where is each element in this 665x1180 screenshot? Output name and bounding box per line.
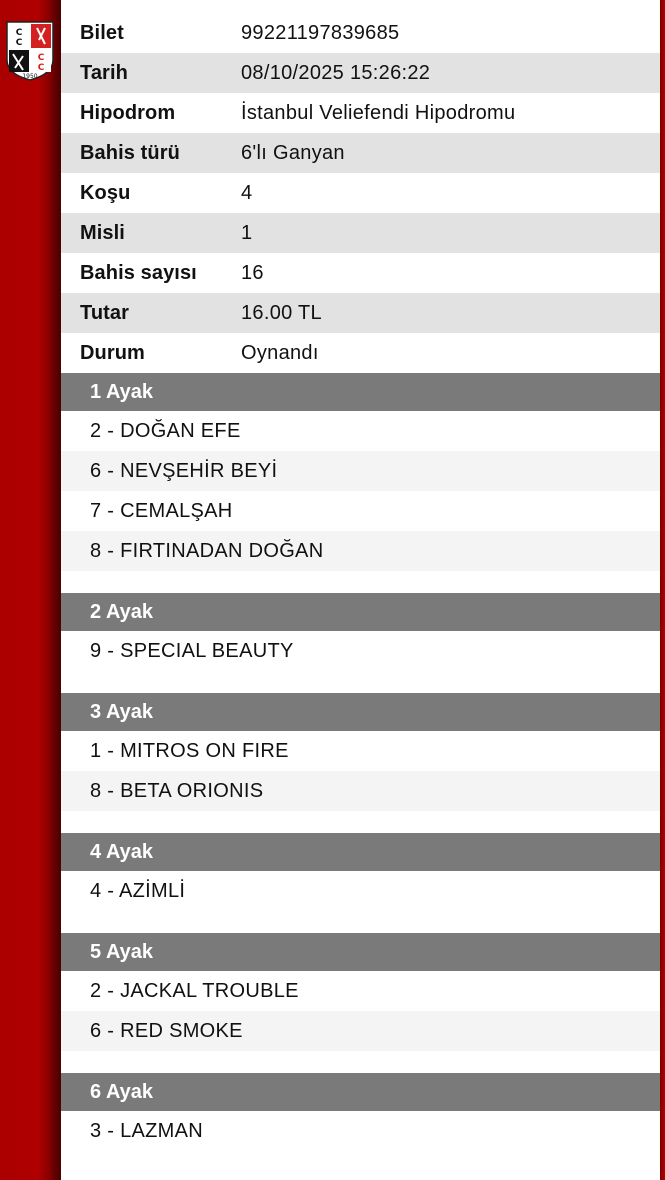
info-row <box>61 53 660 93</box>
horse-selection: 8 - BETA ORIONIS <box>61 771 660 811</box>
info-label: Hipodrom <box>80 101 176 124</box>
leg-spacer <box>61 1051 660 1073</box>
ticket-info-list <box>61 0 660 373</box>
info-value: 1 <box>241 221 253 244</box>
leg-spacer <box>61 811 660 833</box>
leg-spacer <box>61 571 660 593</box>
info-label: Bahis türü <box>80 141 180 164</box>
info-label: Bahis sayısı <box>80 261 197 284</box>
info-row <box>61 173 660 213</box>
leg-header: 1 Ayak <box>61 373 660 411</box>
horse-selection: 6 - NEVŞEHİR BEYİ <box>61 451 660 491</box>
svg-text:C: C <box>37 53 45 63</box>
left-red-band <box>0 0 61 1180</box>
info-row <box>61 93 660 133</box>
right-red-band <box>660 0 665 1180</box>
horse-selection: 9 - SPECIAL BEAUTY <box>90 639 294 662</box>
info-label: Tutar <box>80 301 130 324</box>
horse-selection: 8 - FIRTINADAN DOĞAN <box>61 531 660 571</box>
info-value: 08/10/2025 15:26:22 <box>241 61 431 84</box>
club-logo-icon <box>5 20 55 82</box>
svg-text:1950: 1950 <box>22 73 38 80</box>
leg-spacer <box>61 671 660 693</box>
info-value: 4 <box>241 181 253 204</box>
ticket-detail-panel <box>61 0 660 1180</box>
leg-header: 5 Ayak <box>61 933 660 971</box>
info-value: Oynandı <box>241 341 319 364</box>
leg-header: 3 Ayak <box>61 693 660 731</box>
info-label: Misli <box>80 221 125 244</box>
svg-text:C: C <box>37 63 45 73</box>
info-label: Koşu <box>80 181 131 204</box>
info-value: 6'lı Ganyan <box>241 141 345 164</box>
info-row <box>61 13 660 53</box>
svg-text:C: C <box>15 38 23 48</box>
info-row <box>61 253 660 293</box>
horse-selection: 1 - MITROS ON FIRE <box>90 739 289 762</box>
horse-selection: 4 - AZİMLİ <box>90 879 186 902</box>
horse-selection: 6 - RED SMOKE <box>61 1011 660 1051</box>
info-label: Durum <box>80 341 145 364</box>
info-row <box>61 213 660 253</box>
info-value: 99221197839685 <box>241 21 400 44</box>
leg-spacer <box>61 911 660 933</box>
leg-header: 4 Ayak <box>61 833 660 871</box>
info-value: 16.00 TL <box>241 301 322 324</box>
horse-selection: 2 - DOĞAN EFE <box>90 419 241 442</box>
info-row <box>61 333 660 373</box>
leg-header: 2 Ayak <box>61 593 660 631</box>
info-label: Tarih <box>80 61 128 84</box>
info-row <box>61 133 660 173</box>
svg-text:C: C <box>15 28 23 38</box>
info-row <box>61 293 660 333</box>
info-value: 16 <box>241 261 264 284</box>
info-label: Bilet <box>80 21 124 44</box>
info-value: İstanbul Veliefendi Hipodromu <box>241 101 516 124</box>
horse-selection: 2 - JACKAL TROUBLE <box>90 979 299 1002</box>
leg-header: 6 Ayak <box>61 1073 660 1111</box>
horse-selection: 3 - LAZMAN <box>90 1119 204 1142</box>
horse-selection: 7 - CEMALŞAH <box>90 499 233 522</box>
legs-list <box>61 373 660 1151</box>
